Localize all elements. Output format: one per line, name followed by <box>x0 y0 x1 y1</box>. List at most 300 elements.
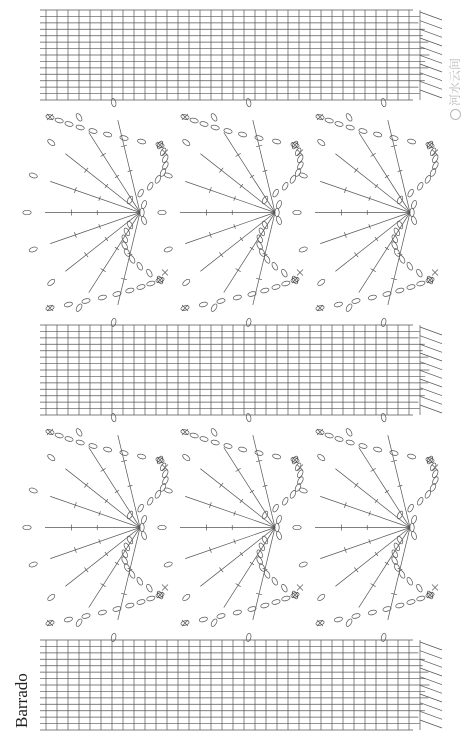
stitch-crossbar <box>375 184 378 188</box>
chain-arc <box>121 220 164 284</box>
stitch-crossbar <box>385 247 389 250</box>
band-edge-mark <box>420 55 442 63</box>
double-crochet-stitch <box>118 213 140 305</box>
stitch-crossbar <box>354 168 358 173</box>
chain-oval-icon <box>272 503 280 512</box>
chart-body <box>23 10 442 730</box>
single-crochet-cross-icon <box>432 270 438 276</box>
chain-oval-icon <box>199 616 208 622</box>
chain-arc <box>180 429 299 463</box>
chain-oval-icon <box>47 278 56 287</box>
chain-oval-icon <box>246 98 252 107</box>
chain-oval-icon <box>103 131 112 137</box>
double-crochet-stitch <box>388 435 410 527</box>
chain-oval-icon <box>280 268 288 277</box>
stitch-crossbar <box>375 552 378 556</box>
chain-oval-icon <box>381 98 387 107</box>
chain-oval-icon <box>275 216 282 225</box>
double-crochet-stitch <box>253 528 275 620</box>
bottom-ribbed-band <box>40 640 442 730</box>
stitch-crossbar <box>115 562 119 565</box>
band-edge-mark <box>420 388 442 396</box>
chain-oval-icon <box>182 138 191 147</box>
stitch-crossbar <box>105 499 108 503</box>
chain-oval-icon <box>317 593 326 602</box>
chain-oval-icon <box>261 510 269 519</box>
chain-oval-icon <box>98 609 107 615</box>
single-crochet-cross-icon <box>297 270 303 276</box>
chain-oval-icon <box>158 525 166 529</box>
band-edge-mark <box>420 677 442 685</box>
chain-arc <box>45 114 164 148</box>
chain-oval-icon <box>407 503 415 512</box>
chain-oval-icon <box>190 432 199 438</box>
chain-oval-icon <box>29 172 38 179</box>
chain-arc <box>256 220 299 284</box>
chain-oval-icon <box>299 487 308 494</box>
stitch-crossbar <box>240 499 243 503</box>
chain-oval-icon <box>140 208 144 216</box>
chain-oval-icon <box>334 121 343 127</box>
chain-oval-icon <box>260 602 269 608</box>
single-crochet-cross-icon <box>162 465 168 471</box>
stitch-crossbar <box>371 468 376 471</box>
stitch-crossbar <box>236 153 241 156</box>
chain-oval-icon <box>358 128 367 134</box>
chain-arc <box>315 592 434 626</box>
chain-oval-icon <box>125 602 134 608</box>
chain-arc <box>391 535 434 599</box>
chain-oval-icon <box>410 515 417 524</box>
single-crochet-cross-icon <box>162 270 168 276</box>
chain-oval-icon <box>299 172 308 179</box>
chain-oval-icon <box>75 428 83 437</box>
chain-oval-icon <box>334 301 343 307</box>
chain-arc <box>315 429 434 463</box>
stitch-crossbar <box>84 483 88 488</box>
double-crochet-stitch <box>118 120 140 212</box>
chain-oval-icon <box>317 278 326 287</box>
stitch-crossbar <box>240 552 243 556</box>
chain-oval-icon <box>272 138 281 144</box>
chain-oval-icon <box>260 287 269 293</box>
stitch-crossbar <box>219 483 223 488</box>
chain-oval-icon <box>64 436 73 442</box>
chain-oval-icon <box>119 135 128 141</box>
chain-oval-icon <box>137 453 146 459</box>
stitch-crossbar <box>250 562 254 565</box>
double-crochet-stitch <box>185 496 275 527</box>
chain-oval-icon <box>299 246 308 253</box>
chain-oval-icon <box>281 280 290 286</box>
chain-oval-icon <box>275 208 279 216</box>
watermark <box>446 58 463 120</box>
stitch-crossbar <box>236 468 241 471</box>
chain-oval-icon <box>29 561 38 568</box>
single-crochet-cross-icon <box>432 150 438 156</box>
chain-oval-icon <box>293 525 301 529</box>
chain-oval-icon <box>396 195 404 204</box>
double-crochet-stitch <box>388 528 410 620</box>
stitch-crossbar <box>354 483 358 488</box>
chain-oval-icon <box>88 443 97 449</box>
stitch-crossbar <box>219 567 223 572</box>
chain-oval-icon <box>81 298 90 304</box>
chain-arc <box>391 220 434 284</box>
chain-oval-icon <box>389 450 398 456</box>
chain-arc <box>180 592 299 626</box>
chain-oval-icon <box>137 138 146 144</box>
middle-ribbed-band <box>40 325 442 415</box>
band-edge-mark <box>420 21 442 29</box>
band-edge-mark <box>420 405 442 413</box>
stitch-crossbar <box>101 268 106 271</box>
chain-oval-icon <box>136 577 144 586</box>
stitch-crossbar <box>84 252 88 257</box>
chain-oval-icon <box>406 599 415 605</box>
chain-oval-icon <box>381 318 387 327</box>
chain-oval-icon <box>137 503 145 512</box>
chain-oval-icon <box>293 210 301 214</box>
single-crochet-cross-icon <box>297 465 303 471</box>
chain-oval-icon <box>75 303 83 312</box>
stitch-crossbar <box>371 268 376 271</box>
chain-oval-icon <box>261 195 269 204</box>
stitch-crossbar <box>219 168 223 173</box>
chain-oval-icon <box>289 490 297 499</box>
chain-oval-icon <box>210 428 218 437</box>
chain-oval-icon <box>406 284 415 290</box>
chain-oval-icon <box>373 131 382 137</box>
band-edge-mark <box>420 685 442 693</box>
band-edge-mark <box>420 396 442 404</box>
chain-oval-icon <box>211 439 220 445</box>
chain-oval-icon <box>76 439 85 445</box>
upper-shell-row <box>23 98 440 327</box>
chain-oval-icon <box>47 453 56 462</box>
stitch-crossbar <box>371 153 376 156</box>
chain-arc <box>45 277 164 311</box>
chain-oval-icon <box>23 525 31 529</box>
chain-arc <box>180 277 299 311</box>
chain-oval-icon <box>271 262 279 271</box>
chain-oval-icon <box>345 303 353 312</box>
single-crochet-cross-icon <box>432 465 438 471</box>
chain-oval-icon <box>64 301 73 307</box>
chain-oval-icon <box>254 450 263 456</box>
double-crochet-stitch <box>253 213 275 305</box>
band-edge-mark <box>420 720 442 728</box>
double-crochet-stitch <box>388 120 410 212</box>
stitch-crossbar <box>84 567 88 572</box>
chain-oval-icon <box>289 175 297 184</box>
chain-arc <box>45 429 164 463</box>
chain-oval-icon <box>75 618 83 627</box>
chain-arc <box>180 114 299 148</box>
chain-oval-icon <box>415 268 423 277</box>
chain-oval-icon <box>154 490 162 499</box>
chain-oval-icon <box>158 210 166 214</box>
chain-oval-icon <box>210 618 218 627</box>
chain-oval-icon <box>299 561 308 568</box>
stitch-crossbar <box>385 175 389 178</box>
chain-oval-icon <box>140 531 147 540</box>
chain-oval-icon <box>136 599 145 605</box>
chain-oval-icon <box>75 113 83 122</box>
chain-oval-icon <box>146 497 154 506</box>
chain-oval-icon <box>140 216 147 225</box>
chain-oval-icon <box>55 432 64 438</box>
stitch-crossbar <box>101 583 106 586</box>
single-crochet-cross-icon <box>297 585 303 591</box>
double-crochet-stitch <box>118 528 140 620</box>
chain-oval-icon <box>199 301 208 307</box>
chain-oval-icon <box>271 599 280 605</box>
chain-oval-icon <box>334 616 343 622</box>
chain-oval-icon <box>416 497 424 506</box>
stitch-crossbar <box>219 252 223 257</box>
chain-oval-icon <box>111 318 117 327</box>
chain-oval-icon <box>406 262 414 271</box>
chain-oval-icon <box>275 531 282 540</box>
chain-oval-icon <box>210 303 218 312</box>
double-crochet-stitch <box>253 435 275 527</box>
band-edge-mark <box>420 336 442 344</box>
chain-oval-icon <box>272 453 281 459</box>
chain-oval-icon <box>246 318 252 327</box>
chain-oval-icon <box>358 443 367 449</box>
chain-oval-icon <box>64 616 73 622</box>
double-crochet-stitch <box>320 181 410 212</box>
single-crochet-cross-icon <box>162 585 168 591</box>
chain-oval-icon <box>396 510 404 519</box>
chain-oval-icon <box>199 121 208 127</box>
pattern-title: Barrado <box>12 673 31 728</box>
lower-shell-row <box>23 413 440 642</box>
chain-oval-icon <box>210 113 218 122</box>
chain-oval-icon <box>410 523 414 531</box>
chain-oval-icon <box>136 284 145 290</box>
band-edge-mark <box>420 711 442 719</box>
chain-oval-icon <box>281 497 289 506</box>
chain-oval-icon <box>368 609 377 615</box>
band-edge-mark <box>420 327 442 335</box>
chain-arc <box>315 114 434 148</box>
band-edge-mark <box>420 642 442 650</box>
chain-oval-icon <box>246 413 252 422</box>
chain-oval-icon <box>126 195 134 204</box>
chain-oval-icon <box>145 583 153 592</box>
chain-oval-icon <box>368 294 377 300</box>
chain-oval-icon <box>410 208 414 216</box>
chain-oval-icon <box>81 613 90 619</box>
chain-oval-icon <box>373 446 382 452</box>
chain-oval-icon <box>424 175 432 184</box>
chain-oval-icon <box>47 593 56 602</box>
chain-oval-icon <box>345 428 353 437</box>
chain-oval-icon <box>182 278 191 287</box>
chain-oval-icon <box>407 138 416 144</box>
band-edge-mark <box>420 73 442 81</box>
chain-oval-icon <box>146 280 155 286</box>
stitch-crossbar <box>101 468 106 471</box>
chain-oval-icon <box>146 595 155 601</box>
stitch-crossbar <box>236 583 241 586</box>
chain-oval-icon <box>272 188 280 197</box>
double-crochet-stitch <box>388 213 410 305</box>
double-crochet-stitch <box>118 435 140 527</box>
stitch-crossbar <box>385 490 389 493</box>
chain-oval-icon <box>23 210 31 214</box>
chain-oval-icon <box>410 531 417 540</box>
chain-oval-icon <box>351 613 360 619</box>
stitch-crossbar <box>105 552 108 556</box>
chain-oval-icon <box>126 510 134 519</box>
stitch-crossbar <box>105 237 108 241</box>
double-crochet-stitch <box>253 120 275 212</box>
chain-oval-icon <box>103 446 112 452</box>
stitch-crossbar <box>375 499 378 503</box>
chain-oval-icon <box>199 436 208 442</box>
chain-oval-icon <box>346 439 355 445</box>
stitch-crossbar <box>375 237 378 241</box>
chain-oval-icon <box>136 262 144 271</box>
chain-oval-icon <box>216 298 225 304</box>
chain-oval-icon <box>111 413 117 422</box>
band-edge-mark <box>420 659 442 667</box>
chain-oval-icon <box>254 135 263 141</box>
chain-oval-icon <box>334 436 343 442</box>
double-crochet-stitch <box>185 181 275 212</box>
stitch-crossbar <box>236 268 241 271</box>
chain-oval-icon <box>64 121 73 127</box>
single-crochet-cross-icon <box>297 150 303 156</box>
stitch-crossbar <box>250 175 254 178</box>
stitch-crossbar <box>115 175 119 178</box>
chain-oval-icon <box>29 487 38 494</box>
chain-oval-icon <box>164 172 173 179</box>
chain-oval-icon <box>164 246 173 253</box>
chain-oval-icon <box>55 117 64 123</box>
stitch-crossbar <box>371 583 376 586</box>
chain-oval-icon <box>246 633 252 642</box>
chain-oval-icon <box>140 523 144 531</box>
chain-oval-icon <box>407 188 415 197</box>
chain-oval-icon <box>275 200 282 209</box>
band-edge-mark <box>420 47 442 55</box>
band-edge-mark <box>420 81 442 89</box>
chain-oval-icon <box>271 577 279 586</box>
stitch-crossbar <box>354 567 358 572</box>
band-edge-mark <box>420 90 442 98</box>
chain-oval-icon <box>182 453 191 462</box>
chain-oval-icon <box>146 182 154 191</box>
chain-oval-icon <box>233 294 242 300</box>
chain-oval-icon <box>98 294 107 300</box>
stitch-crossbar <box>250 490 254 493</box>
double-crochet-stitch <box>320 496 410 527</box>
chain-oval-icon <box>190 117 199 123</box>
stitch-crossbar <box>84 168 88 173</box>
chain-oval-icon <box>424 490 432 499</box>
chain-oval-icon <box>216 613 225 619</box>
single-crochet-cross-icon <box>432 585 438 591</box>
chain-oval-icon <box>125 287 134 293</box>
chain-oval-icon <box>154 175 162 184</box>
stitch-crossbar <box>115 490 119 493</box>
chain-oval-icon <box>275 523 279 531</box>
chain-oval-icon <box>238 446 247 452</box>
single-crochet-cross-icon <box>162 150 168 156</box>
chain-oval-icon <box>164 561 173 568</box>
chain-oval-icon <box>238 131 247 137</box>
chain-oval-icon <box>351 298 360 304</box>
chain-arc <box>256 535 299 599</box>
chain-oval-icon <box>281 182 289 191</box>
chain-oval-icon <box>416 595 425 601</box>
chain-oval-icon <box>416 280 425 286</box>
chain-oval-icon <box>325 432 334 438</box>
chain-oval-icon <box>233 609 242 615</box>
chain-oval-icon <box>325 117 334 123</box>
stitch-crossbar <box>385 562 389 565</box>
chain-oval-icon <box>345 618 353 627</box>
chain-oval-icon <box>140 515 147 524</box>
chain-arc <box>121 535 164 599</box>
chain-oval-icon <box>223 128 232 134</box>
chain-oval-icon <box>406 577 414 586</box>
stitch-crossbar <box>240 184 243 188</box>
stitch-crossbar <box>115 247 119 250</box>
stitch-crossbar <box>354 252 358 257</box>
chain-oval-icon <box>140 200 147 209</box>
chain-oval-icon <box>345 113 353 122</box>
double-crochet-stitch <box>50 181 140 212</box>
chain-oval-icon <box>410 200 417 209</box>
chain-oval-icon <box>346 124 355 130</box>
band-edge-mark <box>420 344 442 352</box>
chain-arc <box>315 277 434 311</box>
chain-oval-icon <box>410 216 417 225</box>
chain-oval-icon <box>395 602 404 608</box>
chain-oval-icon <box>381 633 387 642</box>
chain-oval-icon <box>407 453 416 459</box>
chain-oval-icon <box>182 593 191 602</box>
chain-oval-icon <box>119 450 128 456</box>
band-edge-mark <box>420 12 442 20</box>
chain-oval-icon <box>395 287 404 293</box>
chain-oval-icon <box>271 284 280 290</box>
chain-oval-icon <box>416 182 424 191</box>
stitch-crossbar <box>101 153 106 156</box>
chain-oval-icon <box>137 188 145 197</box>
chain-oval-icon <box>317 453 326 462</box>
chain-oval-icon <box>381 413 387 422</box>
chain-oval-icon <box>211 124 220 130</box>
watermark-text: 河水云间 <box>448 57 462 106</box>
chain-oval-icon <box>164 487 173 494</box>
chain-oval-icon <box>223 443 232 449</box>
band-edge-mark <box>420 362 442 370</box>
stitch-crossbar <box>105 184 108 188</box>
chain-oval-icon <box>389 135 398 141</box>
chain-oval-icon <box>88 128 97 134</box>
band-edge-mark <box>420 370 442 378</box>
chain-oval-icon <box>111 633 117 642</box>
chain-oval-icon <box>280 583 288 592</box>
band-edge-mark <box>420 651 442 659</box>
stitch-crossbar <box>250 247 254 250</box>
